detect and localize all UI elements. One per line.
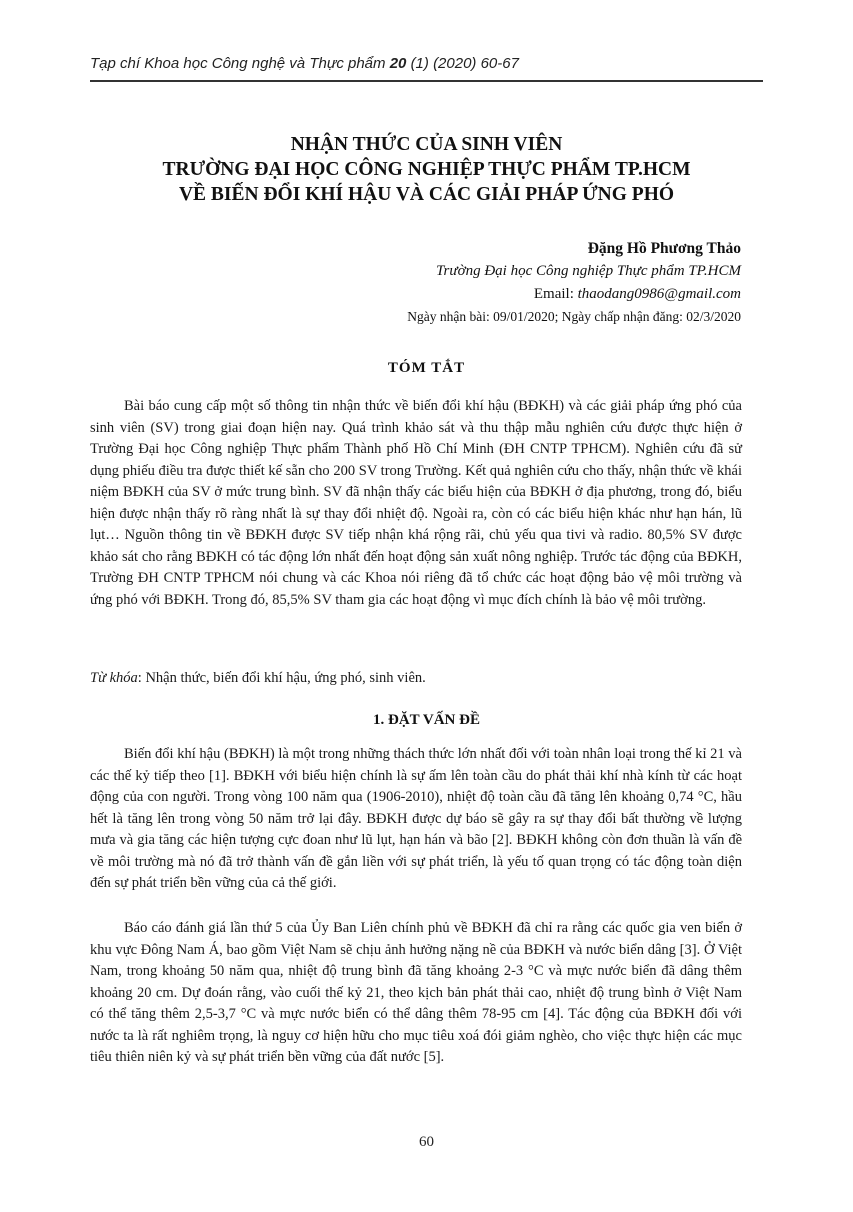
- author-block: [141, 238, 741, 328]
- title-line-1: NHẬN THỨC CỦA SINH VIÊN: [290, 134, 563, 155]
- author-affiliation: Trường Đại học Công nghiệp Thực phẩm TP.HCM: [436, 263, 741, 279]
- abstract-heading: TÓM TẮT: [387, 360, 466, 376]
- keywords: [90, 668, 742, 689]
- title-line-3: VỀ BIẾN ĐỔI KHÍ HẬU VÀ CÁC GIẢI PHÁP ỨNG PHÓ: [178, 184, 675, 205]
- section-1-paragraph-1: Biến đổi khí hậu (BĐKH) là một trong những thách thức lớn nhất đối với toàn nhân loại trong thế kỉ 21 và các thế kỷ tiếp theo [1]. BĐKH với biểu hiện chính là sự ấm lên toàn cầu do phát thải khí nhà kính từ các hoạt động của con người. Trong vòng 100 năm qua (1906-2010), nhiệt độ toàn cầu đã tăng lên khoảng 0,74 °C, hầu hết là tăng lên trong vòng 50 năm trở lại đây. BĐKH được dự báo sẽ gây ra sự thay đổi bất thường về lượng mưa và gia tăng các hiện tượng cực đoan như lũ lụt, hạn hán và bão [2]. BĐKH không còn đơn thuần là vấn đề về môi trường mà nó đã trở thành vấn đề gắn liền với sự phát triển, là yếu tố quan trọng có tác động toàn diện đến sự phát triển bền vững của cả thế giới.: [90, 746, 742, 891]
- journal-volume: 20: [389, 55, 407, 72]
- abstract-text: Bài báo cung cấp một số thông tin nhận thức về biến đổi khí hậu (BĐKH) và các giải pháp ứng phó của sinh viên (SV) trong giai đoạn hiện nay. Quá trình khảo sát và thu thập mẫu nghiên cứu được thực hiện ở Trường Đại học Công nghiệp Thực phẩm Thành phố Hồ Chí Minh (ĐH CNTP TPHCM). Nghiên cứu đã sử dụng phiếu điều tra được thiết kế sẵn cho 200 SV trong Trường. Kết quả nghiên cứu cho thấy, nhận thức về khái niệm BĐKH của SV ở mức trung bình. SV đã nhận thấy các biểu hiện của BĐKH ở địa phương, trong đó, biểu hiện được nhận thấy rõ ràng nhất là sự thay đổi nhiệt độ. Ngoài ra, còn có các biểu hiện khác như hạn hán, lũ lụt… Nguồn thông tin về BĐKH được SV tiếp nhận khá rộng rãi, chủ yếu qua tivi và radio. 80,5% SV được khảo sát cho rằng BĐKH có tác động lớn nhất đến hoạt động sản xuất nông nghiệp. Trước tác động của BĐKH, Trường ĐH CNTP TPHCM nói chung và các Khoa nói riêng đã tổ chức các hoạt động bảo vệ môi trường và ứng phó với BĐKH. Trong đó, 85,5% SV tham gia các hoạt động vì mục đích chính là bảo vệ môi trường.: [90, 398, 742, 608]
- page-number: 60: [419, 1134, 434, 1150]
- keywords-text: : Nhận thức, biến đổi khí hậu, ứng phó, sinh viên.: [137, 670, 426, 686]
- header-divider: [90, 80, 763, 82]
- journal-name: Tạp chí Khoa học Công nghệ và Thực phẩm: [90, 55, 386, 72]
- keywords-label: Từ khóa: [90, 670, 138, 686]
- section-1-heading: 1. ĐẶT VẤN ĐỀ: [373, 712, 480, 728]
- journal-header: [90, 55, 740, 72]
- author-email[interactable]: thaodang0986@gmail.com: [577, 286, 741, 302]
- section-1-paragraph-2: Báo cáo đánh giá lần thứ 5 của Ủy Ban Liên chính phủ về BĐKH đã chỉ ra rằng các quốc gia ven biển ở khu vực Đông Nam Á, bao gồm Việt Nam sẽ chịu ảnh hưởng nặng nề của BĐKH và nước biển dâng [3]. Ở Việt Nam, trong khoảng 50 năm qua, nhiệt độ trung bình đã tăng khoảng 2-3 °C và mực nước biển đã dâng thêm khoảng 20 cm. Dự đoán rằng, vào cuối thế kỷ 21, theo kịch bản phát thải cao, nhiệt độ trung bình ở Việt Nam có thể tăng thêm 2,5-3,7 °C và mực nước biển có thể dâng thêm 78-95 cm [4]. Tác động của BĐKH đối với nước ta là rất nghiêm trọng, là nguy cơ hiện hữu cho mục tiêu xoá đói giảm nghèo, cho việc thực hiện các mục tiêu thiên niên kỷ và sự phát triển bền vững của đất nước [5].: [90, 920, 742, 1065]
- email-label: Email:: [533, 286, 574, 302]
- title-line-2: TRƯỜNG ĐẠI HỌC CÔNG NGHIỆP THỰC PHẨM TP.HCM: [162, 159, 691, 180]
- journal-issue-pages: (1) (2020) 60-67: [410, 55, 519, 72]
- author-email-line: [141, 282, 741, 306]
- paper-title: [90, 132, 763, 207]
- submission-dates: Ngày nhận bài: 09/01/2020; Ngày chấp nhận đăng: 02/3/2020: [407, 309, 741, 324]
- author-name: Đặng Hồ Phương Thảo: [587, 240, 741, 257]
